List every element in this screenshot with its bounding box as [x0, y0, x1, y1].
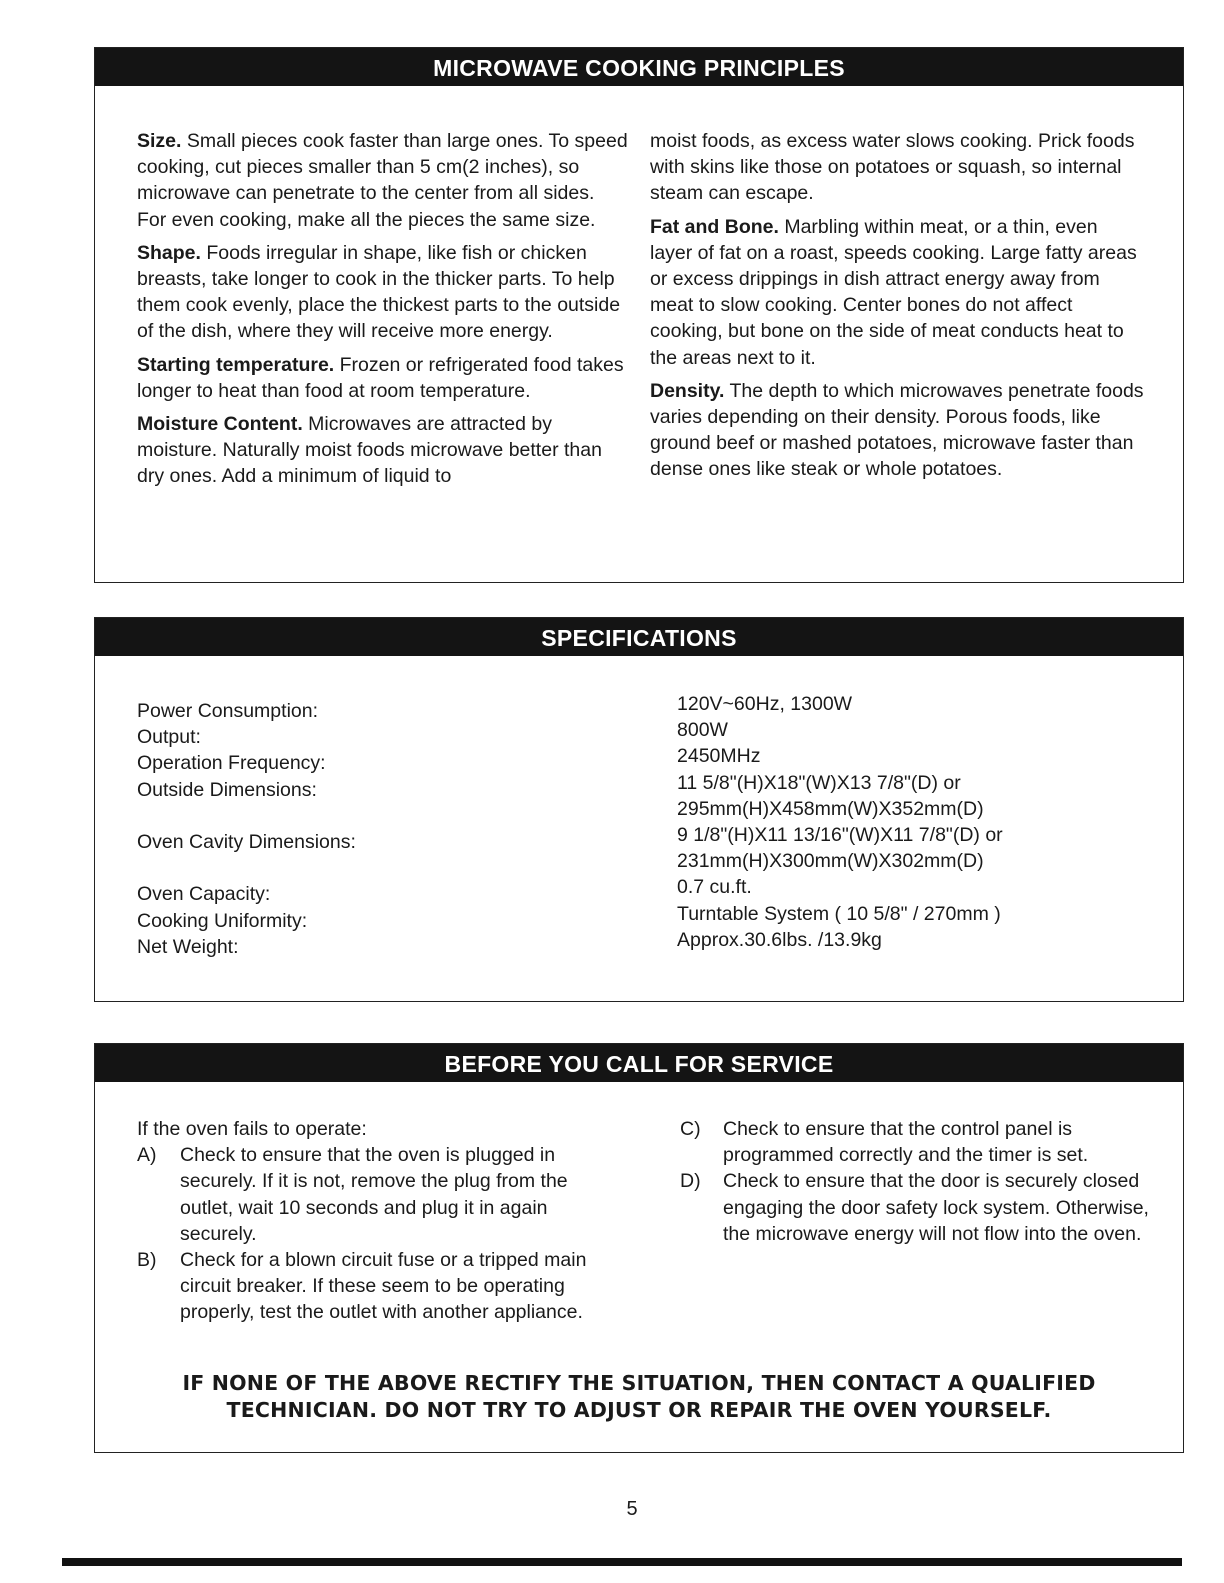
density-paragraph [650, 378, 1145, 483]
service-item-c [680, 1116, 1150, 1168]
page-number: 5 [626, 1498, 638, 1520]
fat-bone-heading: Fat and Bone. [650, 215, 779, 238]
cooking-left-column [137, 128, 629, 497]
spec-value-weight: Approx.30.6lbs. /13.9kg [677, 928, 882, 951]
spec-value-frequency: 2450MHz [677, 745, 761, 768]
fat-bone-text: Marbling within meat, or a thin, even layer of fat on a roast, speeds cooking. Large fatty areas or excess drippings in dish attract energy away from meat to slow cooking. Center bones do not affect cooking, but bone on the side of meat conducts heat to the areas next to it. [650, 215, 1137, 369]
shape-text: Foods irregular in shape, like fish or chicken breasts, take longer to cook in the thicker parts. To help them cook evenly, place the thickest parts to the outside of the dish, where they will receive more energy. [137, 241, 621, 343]
cooking-principles-title: MICROWAVE COOKING PRINCIPLES [95, 48, 1183, 86]
service-right-column [680, 1116, 1150, 1247]
temperature-paragraph [137, 352, 629, 404]
shape-paragraph [137, 240, 629, 345]
service-item-text: Check to ensure that the control panel is programmed correctly and the timer is set. [723, 1118, 1089, 1167]
density-text: The depth to which microwaves penetrate foods varies depending on their density. Porous foods, like ground beef or mashed potatoes, microwave faster than dense ones like steak or whole potatoes. [650, 379, 1144, 481]
service-intro: If the oven fails to operate: [137, 1118, 367, 1140]
spec-label-frequency: Operation Frequency: [137, 752, 326, 775]
service-item-text: Check to ensure that the oven is plugged in securely. If it is not, remove the plug from the outlet, wait 10 seconds and plug it in again securely. [180, 1144, 568, 1245]
size-text: Small pieces cook faster than large ones. To speed cooking, cut pieces smaller than 5 cm(2 inches), so microwave can penetrate to the center from all sides. For even cooking, make all the pieces the same size. [137, 130, 628, 231]
moisture-heading: Moisture Content. [137, 413, 303, 436]
spec-label-outside: Outside Dimensions: [137, 778, 317, 801]
bottom-rule [62, 1558, 1182, 1566]
spec-label-power: Power Consumption: [137, 700, 319, 722]
spec-value-outside-metric: 295mm(H)X458mm(W)X352mm(D) [677, 797, 984, 820]
moisture-text: Microwaves are attracted by moisture. Naturally moist foods microwave better than dry ones. Add a minimum of liquid to [137, 413, 602, 488]
moisture-paragraph [137, 411, 629, 490]
service-item-text: Check to ensure that the door is securely closed engaging the door safety lock system. Otherwise, the microwave energy will not flow into the oven. [723, 1170, 1149, 1245]
specifications-section [94, 617, 1184, 1002]
moisture-continued: moist foods, as excess water slows cooking. Prick foods with skins like those on potatoes or squash, so internal steam can escape. [650, 130, 1135, 205]
service-item-letter: B) [137, 1249, 157, 1272]
service-left-column [137, 1116, 607, 1326]
temperature-heading: Starting temperature. [137, 353, 335, 376]
spec-label-cavity: Oven Cavity Dimensions: [137, 830, 356, 853]
service-item-letter: A) [137, 1144, 157, 1167]
cooking-right-column [650, 128, 1145, 490]
spec-value-uniformity: Turntable System ( 10 5/8" / 270mm ) [677, 902, 1001, 925]
density-heading: Density. [650, 379, 725, 402]
spec-label-capacity: Oven Capacity: [137, 883, 271, 906]
spec-label-output: Output: [137, 726, 201, 749]
service-warning-line-1: IF NONE OF THE ABOVE RECTIFY THE SITUATION, THEN CONTACT A QUALIFIED [182, 1371, 1096, 1395]
service-title: BEFORE YOU CALL FOR SERVICE [95, 1044, 1183, 1082]
service-item-letter: D) [680, 1170, 701, 1193]
service-section [94, 1043, 1184, 1453]
service-warning [115, 1370, 1163, 1424]
spec-value-output: 800W [677, 719, 728, 742]
spec-value-power: 120V~60Hz, 1300W [677, 693, 853, 715]
service-item-a [137, 1142, 607, 1247]
service-warning-line-2: TECHNICIAN. DO NOT TRY TO ADJUST OR REPAIR THE OVEN YOURSELF. [226, 1398, 1052, 1422]
spec-labels [137, 698, 356, 960]
service-item-b [137, 1247, 607, 1326]
temperature-text: Frozen or refrigerated food takes longer to heat than food at room temperature. [137, 353, 624, 402]
fat-bone-paragraph [650, 214, 1145, 371]
spec-label-weight: Net Weight: [137, 935, 239, 958]
spec-label-uniformity: Cooking Uniformity: [137, 909, 308, 932]
spec-value-cavity-metric: 231mm(H)X300mm(W)X302mm(D) [677, 850, 984, 873]
specifications-title: SPECIFICATIONS [95, 618, 1183, 656]
service-item-text: Check for a blown circuit fuse or a tripped main circuit breaker. If these seem to be operating properly, test the outlet with another appliance. [180, 1249, 587, 1324]
size-paragraph [137, 128, 629, 233]
shape-heading: Shape. [137, 241, 201, 264]
spec-value-cavity-imperial: 9 1/8"(H)X11 13/16"(W)X11 7/8"(D) or [677, 823, 1003, 846]
service-item-letter: C) [680, 1118, 701, 1140]
spec-value-outside-imperial: 11 5/8"(H)X18"(W)X13 7/8"(D) or [677, 771, 961, 794]
cooking-principles-section [94, 47, 1184, 583]
spec-values [677, 691, 1003, 953]
size-heading: Size. [137, 130, 182, 152]
spec-value-capacity: 0.7 cu.ft. [677, 876, 752, 899]
service-item-d [680, 1168, 1150, 1247]
